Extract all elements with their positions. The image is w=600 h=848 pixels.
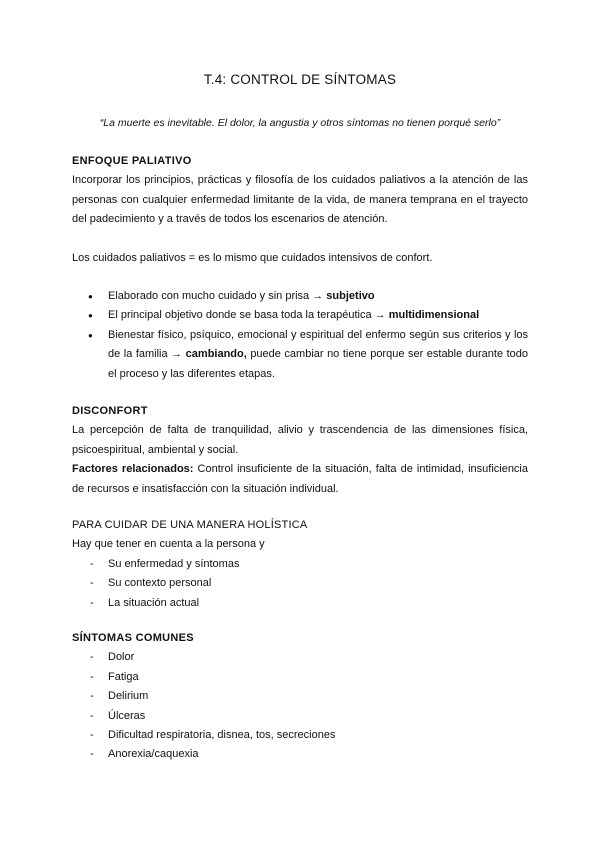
list-item-text: Dificultad respiratoria, disnea, tos, secreciones <box>108 729 336 742</box>
bullet-dot-icon: ● <box>88 292 93 301</box>
dash-marker: - <box>90 651 94 664</box>
bullet-item <box>72 306 528 325</box>
bullet-bold: cambiando, <box>185 348 247 361</box>
bullet-after: puede cambiar no tiene porque ser estable durante todo el proceso y las diferentes etapas. <box>108 348 528 380</box>
list-item <box>72 668 528 687</box>
paragraph: Los cuidados paliativos = es lo mismo que cuidados intensivos de confort. <box>72 252 433 264</box>
dash-marker: - <box>90 596 94 609</box>
list-item-text: Su contexto personal <box>108 577 212 590</box>
section-holistica <box>72 516 528 613</box>
bullet-bold: multidimensional <box>388 309 480 322</box>
bullet-text: Elaborado con mucho cuidado y sin prisa → <box>108 290 327 302</box>
section-heading: ENFOQUE PALIATIVO <box>72 155 192 167</box>
dash-marker: - <box>90 577 94 590</box>
bullet-dot-icon: ● <box>88 311 93 321</box>
paragraph: La percepción de falta de tranquilidad, alivio y trascendencia de las dimensiones física, psicoespiritual, ambiental y social. <box>72 424 528 456</box>
dash-marker: - <box>90 690 94 703</box>
bullet-text: El principal objetivo donde se basa toda la terapéutica → <box>108 309 389 322</box>
list-item <box>72 726 528 745</box>
definition-line <box>72 249 528 268</box>
list-item <box>72 687 528 706</box>
section-heading: DISCONFORT <box>72 405 148 417</box>
bullet-text: Bienestar físico, psíquico, emocional y espiritual del enfermo según sus criterios y los de la familia → <box>108 328 528 361</box>
section-enfoque <box>72 152 528 230</box>
list-item <box>72 594 528 613</box>
section-heading: SÍNTOMAS COMUNES <box>72 632 194 644</box>
list-item-text: Úlceras <box>108 709 146 722</box>
list-item-text: Dolor <box>108 651 135 664</box>
bullet-list <box>72 287 528 384</box>
factors-label: Factores relacionados: <box>72 463 194 476</box>
list-item <box>72 555 528 574</box>
epigraph-quote: “La muerte es inevitable. El dolor, la angustia y otros síntomas no tienen porqué serlo” <box>99 117 501 129</box>
bullet-bold: subjetivo <box>326 290 375 302</box>
list-item <box>72 648 528 667</box>
list-item <box>72 745 528 764</box>
dash-marker: - <box>90 670 94 683</box>
paragraph: Incorporar los principios, prácticas y filosofía de los cuidados paliativos a la atención de las personas con cualquier enfermedad limitante de la vida, de manera temprana en el trayecto del padecimiento y a través de todos los escenarios de atención. <box>72 174 528 226</box>
list-item <box>72 574 528 593</box>
paragraph: Hay que tener en cuenta a la persona y <box>72 538 265 551</box>
list-item-text: Su enfermedad y síntomas <box>108 557 240 570</box>
list-item-text: Anorexia/caquexia <box>108 748 199 761</box>
list-item <box>72 707 528 726</box>
paragraph-factors <box>72 460 528 499</box>
list-item-text: Delirium <box>108 690 149 703</box>
section-heading: PARA CUIDAR DE UNA MANERA HOLÍSTICA <box>72 519 308 531</box>
list-item-text: Fatiga <box>108 670 139 683</box>
section-sintomas <box>72 629 528 765</box>
bullet-dot-icon: ● <box>88 330 93 340</box>
dash-marker: - <box>90 557 94 570</box>
bullet-item <box>72 326 528 384</box>
section-disconfort <box>72 402 528 499</box>
dash-marker: - <box>90 729 94 742</box>
dash-marker: - <box>90 748 94 761</box>
factors-text: Control insuficiente de la situación, falta de intimidad, insuficiencia de recursos e insatisfacción con la situación individual. <box>72 463 528 495</box>
list-item-text: La situación actual <box>108 596 200 609</box>
bullet-item <box>72 287 528 306</box>
dash-marker: - <box>90 709 94 722</box>
page-title: T.4: CONTROL DE SÍNTOMAS <box>203 72 397 87</box>
